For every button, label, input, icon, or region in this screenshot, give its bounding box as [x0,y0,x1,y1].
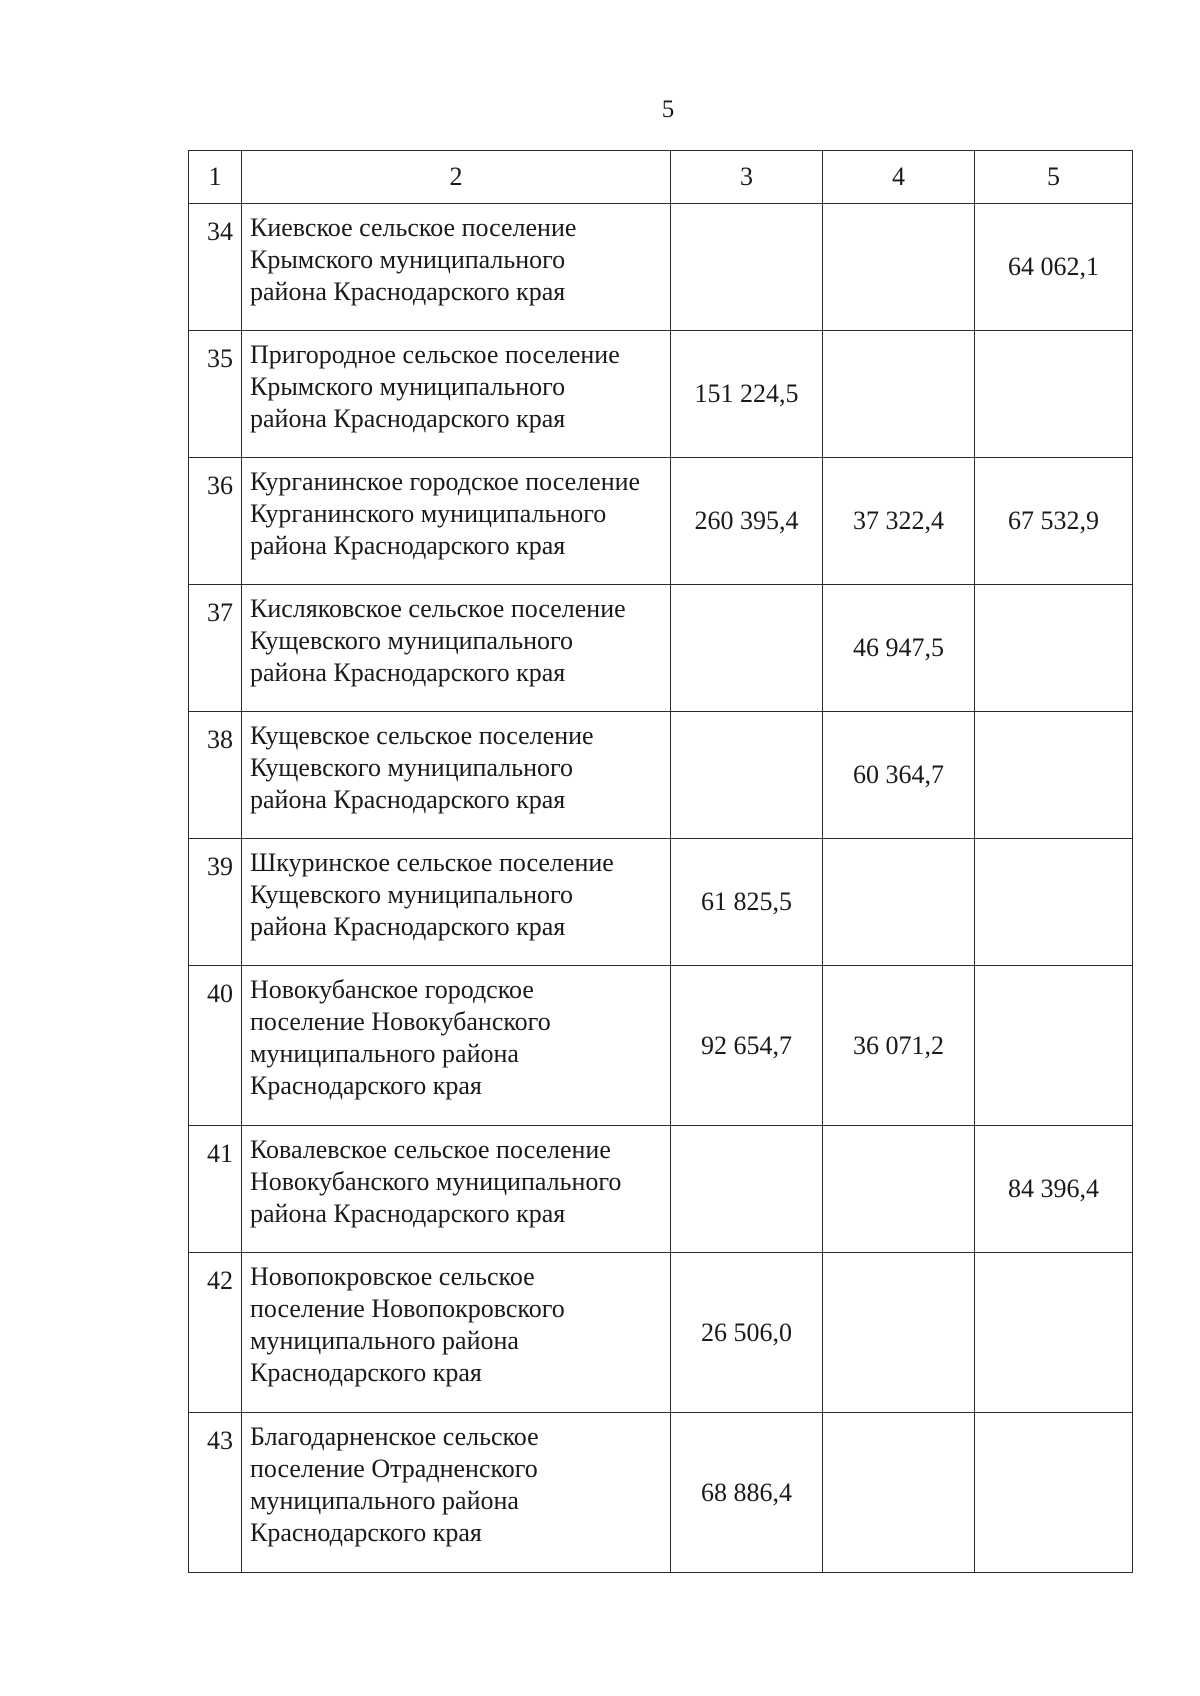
row-number: 43 [189,1413,242,1573]
settlement-name [242,585,671,712]
settlement-name-line: Благодарненское сельское [250,1422,539,1451]
settlement-name-line: Кисляковское сельское поселение [250,594,626,623]
amount-col-4: 36 071,2 [823,966,975,1126]
amount-col-5 [975,712,1133,839]
header-col-1: 1 [189,151,242,204]
amount-col-5: 64 062,1 [975,204,1133,331]
settlement-name [242,1253,671,1413]
row-number: 38 [189,712,242,839]
row-number: 34 [189,204,242,331]
settlement-name [242,1126,671,1253]
settlement-name-line: поселение Новокубанского [250,1007,551,1036]
header-col-4: 4 [823,151,975,204]
settlement-name-line: района Краснодарского края [250,531,566,560]
settlement-name-line: Кущевского муниципального [250,753,573,782]
settlement-name-line: района Краснодарского края [250,658,566,687]
settlement-name-line: Краснодарского края [250,1358,482,1387]
settlement-name-line: Крымского муниципального [250,372,566,401]
settlement-name-line: Краснодарского края [250,1071,482,1100]
settlement-name [242,458,671,585]
row-number: 42 [189,1253,242,1413]
amount-col-5 [975,1413,1133,1573]
amount-col-4 [823,1126,975,1253]
settlement-name-line: Ковалевское сельское поселение [250,1135,611,1164]
amount-col-3: 260 395,4 [671,458,823,585]
amount-col-4: 46 947,5 [823,585,975,712]
settlement-name [242,1413,671,1573]
settlement-name-line: муниципального района [250,1326,519,1355]
settlement-name-line: Кущевское сельское поселение [250,721,594,750]
table-row [189,331,1133,458]
amount-col-3 [671,712,823,839]
table-row [189,1253,1133,1413]
row-number: 40 [189,966,242,1126]
header-col-2: 2 [242,151,671,204]
amount-col-4 [823,1253,975,1413]
settlement-name-line: Пригородное сельское поселение [250,340,620,369]
settlement-name-line: района Краснодарского края [250,1199,566,1228]
settlement-name-line: Курганинского муниципального [250,499,607,528]
settlement-name-line: района Краснодарского края [250,404,566,433]
settlement-name [242,204,671,331]
amount-col-4 [823,204,975,331]
settlement-name-line: муниципального района [250,1486,519,1515]
table-row [189,1126,1133,1253]
settlement-name-line: Курганинское городское поселение [250,467,641,496]
amount-col-5: 84 396,4 [975,1126,1133,1253]
amount-col-3 [671,585,823,712]
settlement-name-line: муниципального района [250,1039,519,1068]
table-row [189,585,1133,712]
amount-col-4 [823,1413,975,1573]
settlement-name-line: Новопокровское сельское [250,1262,535,1291]
amount-col-3: 26 506,0 [671,1253,823,1413]
settlement-name [242,966,671,1126]
table-row [189,1413,1133,1573]
settlement-name-line: района Краснодарского края [250,277,566,306]
settlement-name-line: Новокубанское городское [250,975,534,1004]
amount-col-4 [823,839,975,966]
settlement-name-line: района Краснодарского края [250,785,566,814]
amount-col-5 [975,966,1133,1126]
settlement-name [242,331,671,458]
row-number: 39 [189,839,242,966]
settlement-name [242,839,671,966]
amount-col-4: 37 322,4 [823,458,975,585]
table-header-row [189,151,1133,204]
settlement-name-line: Шкуринское сельское поселение [250,848,614,877]
settlement-name-line: Кущевского муниципального [250,880,573,909]
amount-col-5 [975,331,1133,458]
row-number: 36 [189,458,242,585]
amount-col-3: 68 886,4 [671,1413,823,1573]
amount-col-5: 67 532,9 [975,458,1133,585]
amount-col-4: 60 364,7 [823,712,975,839]
amount-col-5 [975,585,1133,712]
amount-col-3 [671,204,823,331]
row-number: 35 [189,331,242,458]
table-row [189,966,1133,1126]
settlement-name-line: поселение Отрадненского [250,1454,538,1483]
header-col-5: 5 [975,151,1133,204]
amount-col-5 [975,839,1133,966]
amount-col-4 [823,331,975,458]
page-number: 5 [661,96,675,123]
allocation-table [188,150,1133,1573]
amount-col-3 [671,1126,823,1253]
table-row [189,204,1133,331]
table-row [189,839,1133,966]
table-row [189,458,1133,585]
settlement-name [242,712,671,839]
table-row [189,712,1133,839]
settlement-name-line: Новокубанского муниципального [250,1167,622,1196]
settlement-name-line: Краснодарского края [250,1518,482,1547]
row-number: 41 [189,1126,242,1253]
settlement-name-line: поселение Новопокровского [250,1294,565,1323]
settlement-name-line: Киевское сельское поселение [250,213,577,242]
amount-col-3: 151 224,5 [671,331,823,458]
settlement-name-line: Кущевского муниципального [250,626,573,655]
table-body [189,151,1133,1573]
settlement-name-line: Крымского муниципального [250,245,566,274]
amount-col-5 [975,1253,1133,1413]
header-col-3: 3 [671,151,823,204]
amount-col-3: 92 654,7 [671,966,823,1126]
settlement-name-line: района Краснодарского края [250,912,566,941]
amount-col-3: 61 825,5 [671,839,823,966]
row-number: 37 [189,585,242,712]
